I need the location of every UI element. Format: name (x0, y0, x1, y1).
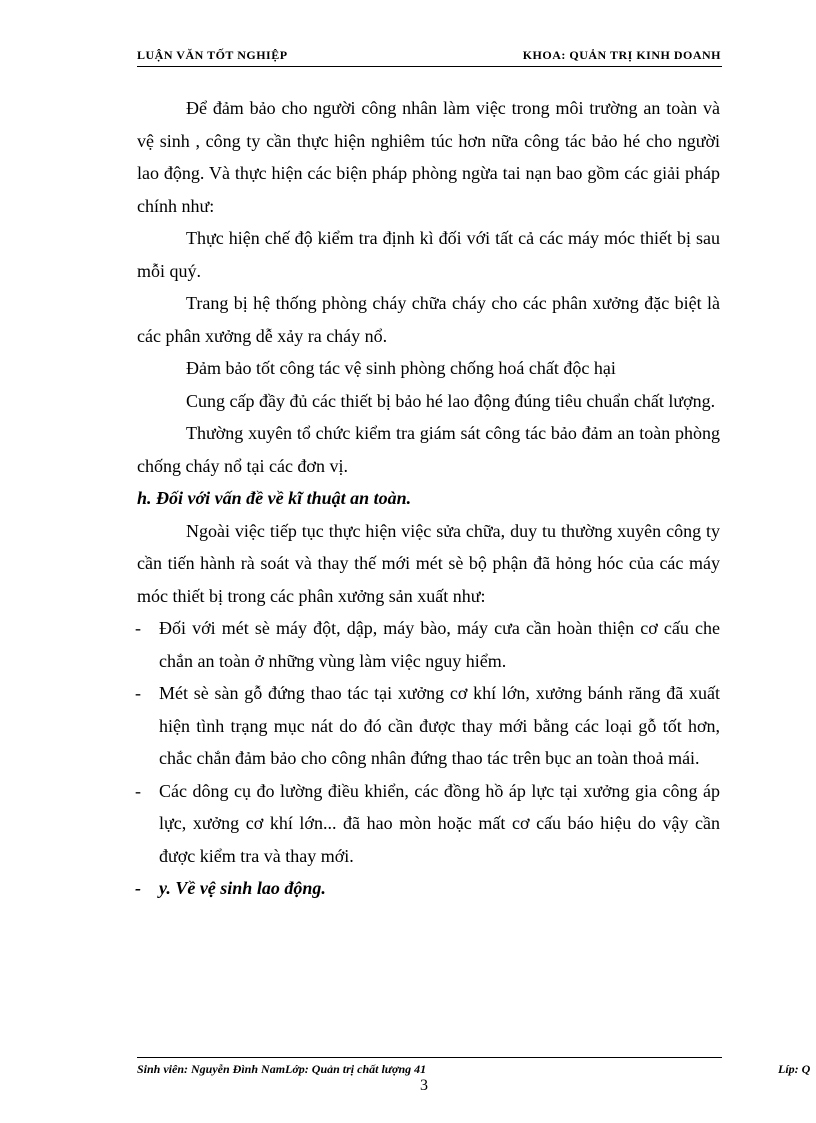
bullet-dash: - (135, 878, 141, 898)
bullet-dash: - (135, 683, 141, 703)
paragraph: Để đảm bảo cho người công nhân làm việc trong môi trường an toàn và vệ sinh , công ty cần thực hiện nghiêm túc hơn nữa công tác bảo hé cho người lao động. Và thực hiện các biện pháp phòng ngừa tai nạn bao gồm các giải pháp chính như: (137, 98, 720, 216)
bullet-dash: - (135, 780, 141, 801)
page-number: 3 (420, 1077, 428, 1094)
paragraph: Ngoài việc tiếp tục thực hiện việc sửa chữa, duy tu thường xuyên công ty cần tiến hành rà soát và thay thế mới mét sè bộ phận đã hỏng hóc của các máy móc thiết bị trong các phân xưởng sản xuất như: (137, 520, 720, 606)
paragraph: Thường xuyên tổ chức kiểm tra giám sát công tác bảo đảm an toàn phòng chống cháy nổ tại các đơn vị. (137, 423, 720, 476)
header-right: KHOA: QUẢN TRỊ KINH DOANH (522, 48, 721, 62)
paragraph: Trang bị hệ thống phòng cháy chữa cháy cho các phân xưởng đặc biệt là các phân xưởng dễ xảy ra cháy nổ. (137, 293, 720, 346)
footer-left: Sinh viên: Nguyễn Đình NamLớp: Quản trị chất lượng 41 (137, 1062, 427, 1076)
document-body (137, 92, 720, 905)
list-item (137, 775, 720, 873)
paragraph: Cung cấp đầy đủ các thiết bị bảo hé lao động đúng tiêu chuẩn chất lượng. (186, 390, 716, 411)
header-left: LUẬN VĂN TỐT NGHIỆP (137, 48, 288, 62)
footer-right: Líp: Q (778, 1062, 811, 1076)
list-item-text: Các dông cụ đo lường điều khiển, các đồng hồ áp lực tại xưởng gia công áp lực, xưởng cơ khí lớn... đã hao mòn hoặc mất cơ cấu báo hiệu do vậy cần được kiểm tra và thay mới. (159, 780, 720, 866)
list-item (137, 612, 720, 677)
bullet-dash: - (135, 618, 141, 638)
section-heading: h. Đối với vấn đề về kĩ thuật an toàn. (137, 488, 412, 508)
list-item (137, 677, 720, 775)
footer-divider (137, 1057, 722, 1058)
header-divider (137, 66, 722, 67)
list-item-text: y. Về vệ sinh lao động. (159, 878, 326, 898)
paragraph: Thực hiện chế độ kiểm tra định kì đối với tất cả các máy móc thiết bị sau mỗi quý. (137, 228, 720, 281)
list-item-text: Đối với mét sè máy đột, dập, máy bào, máy cưa cần hoàn thiện cơ cấu che chắn an toàn ở những vùng làm việc nguy hiểm. (159, 618, 720, 671)
paragraph: Đảm bảo tốt công tác vệ sinh phòng chống hoá chất độc hại (186, 358, 616, 378)
list-item-text: Mét sè sàn gỗ đứng thao tác tại xưởng cơ khí lớn, xưởng bánh răng đã xuất hiện tình trạng mục nát do đó cần được thay mới bằng các loại gỗ tốt hơn, chắc chắn đảm bảo cho công nhân đứng thao tác trên bục an toàn thoả mái. (159, 683, 720, 768)
list-item-heading (137, 872, 720, 905)
